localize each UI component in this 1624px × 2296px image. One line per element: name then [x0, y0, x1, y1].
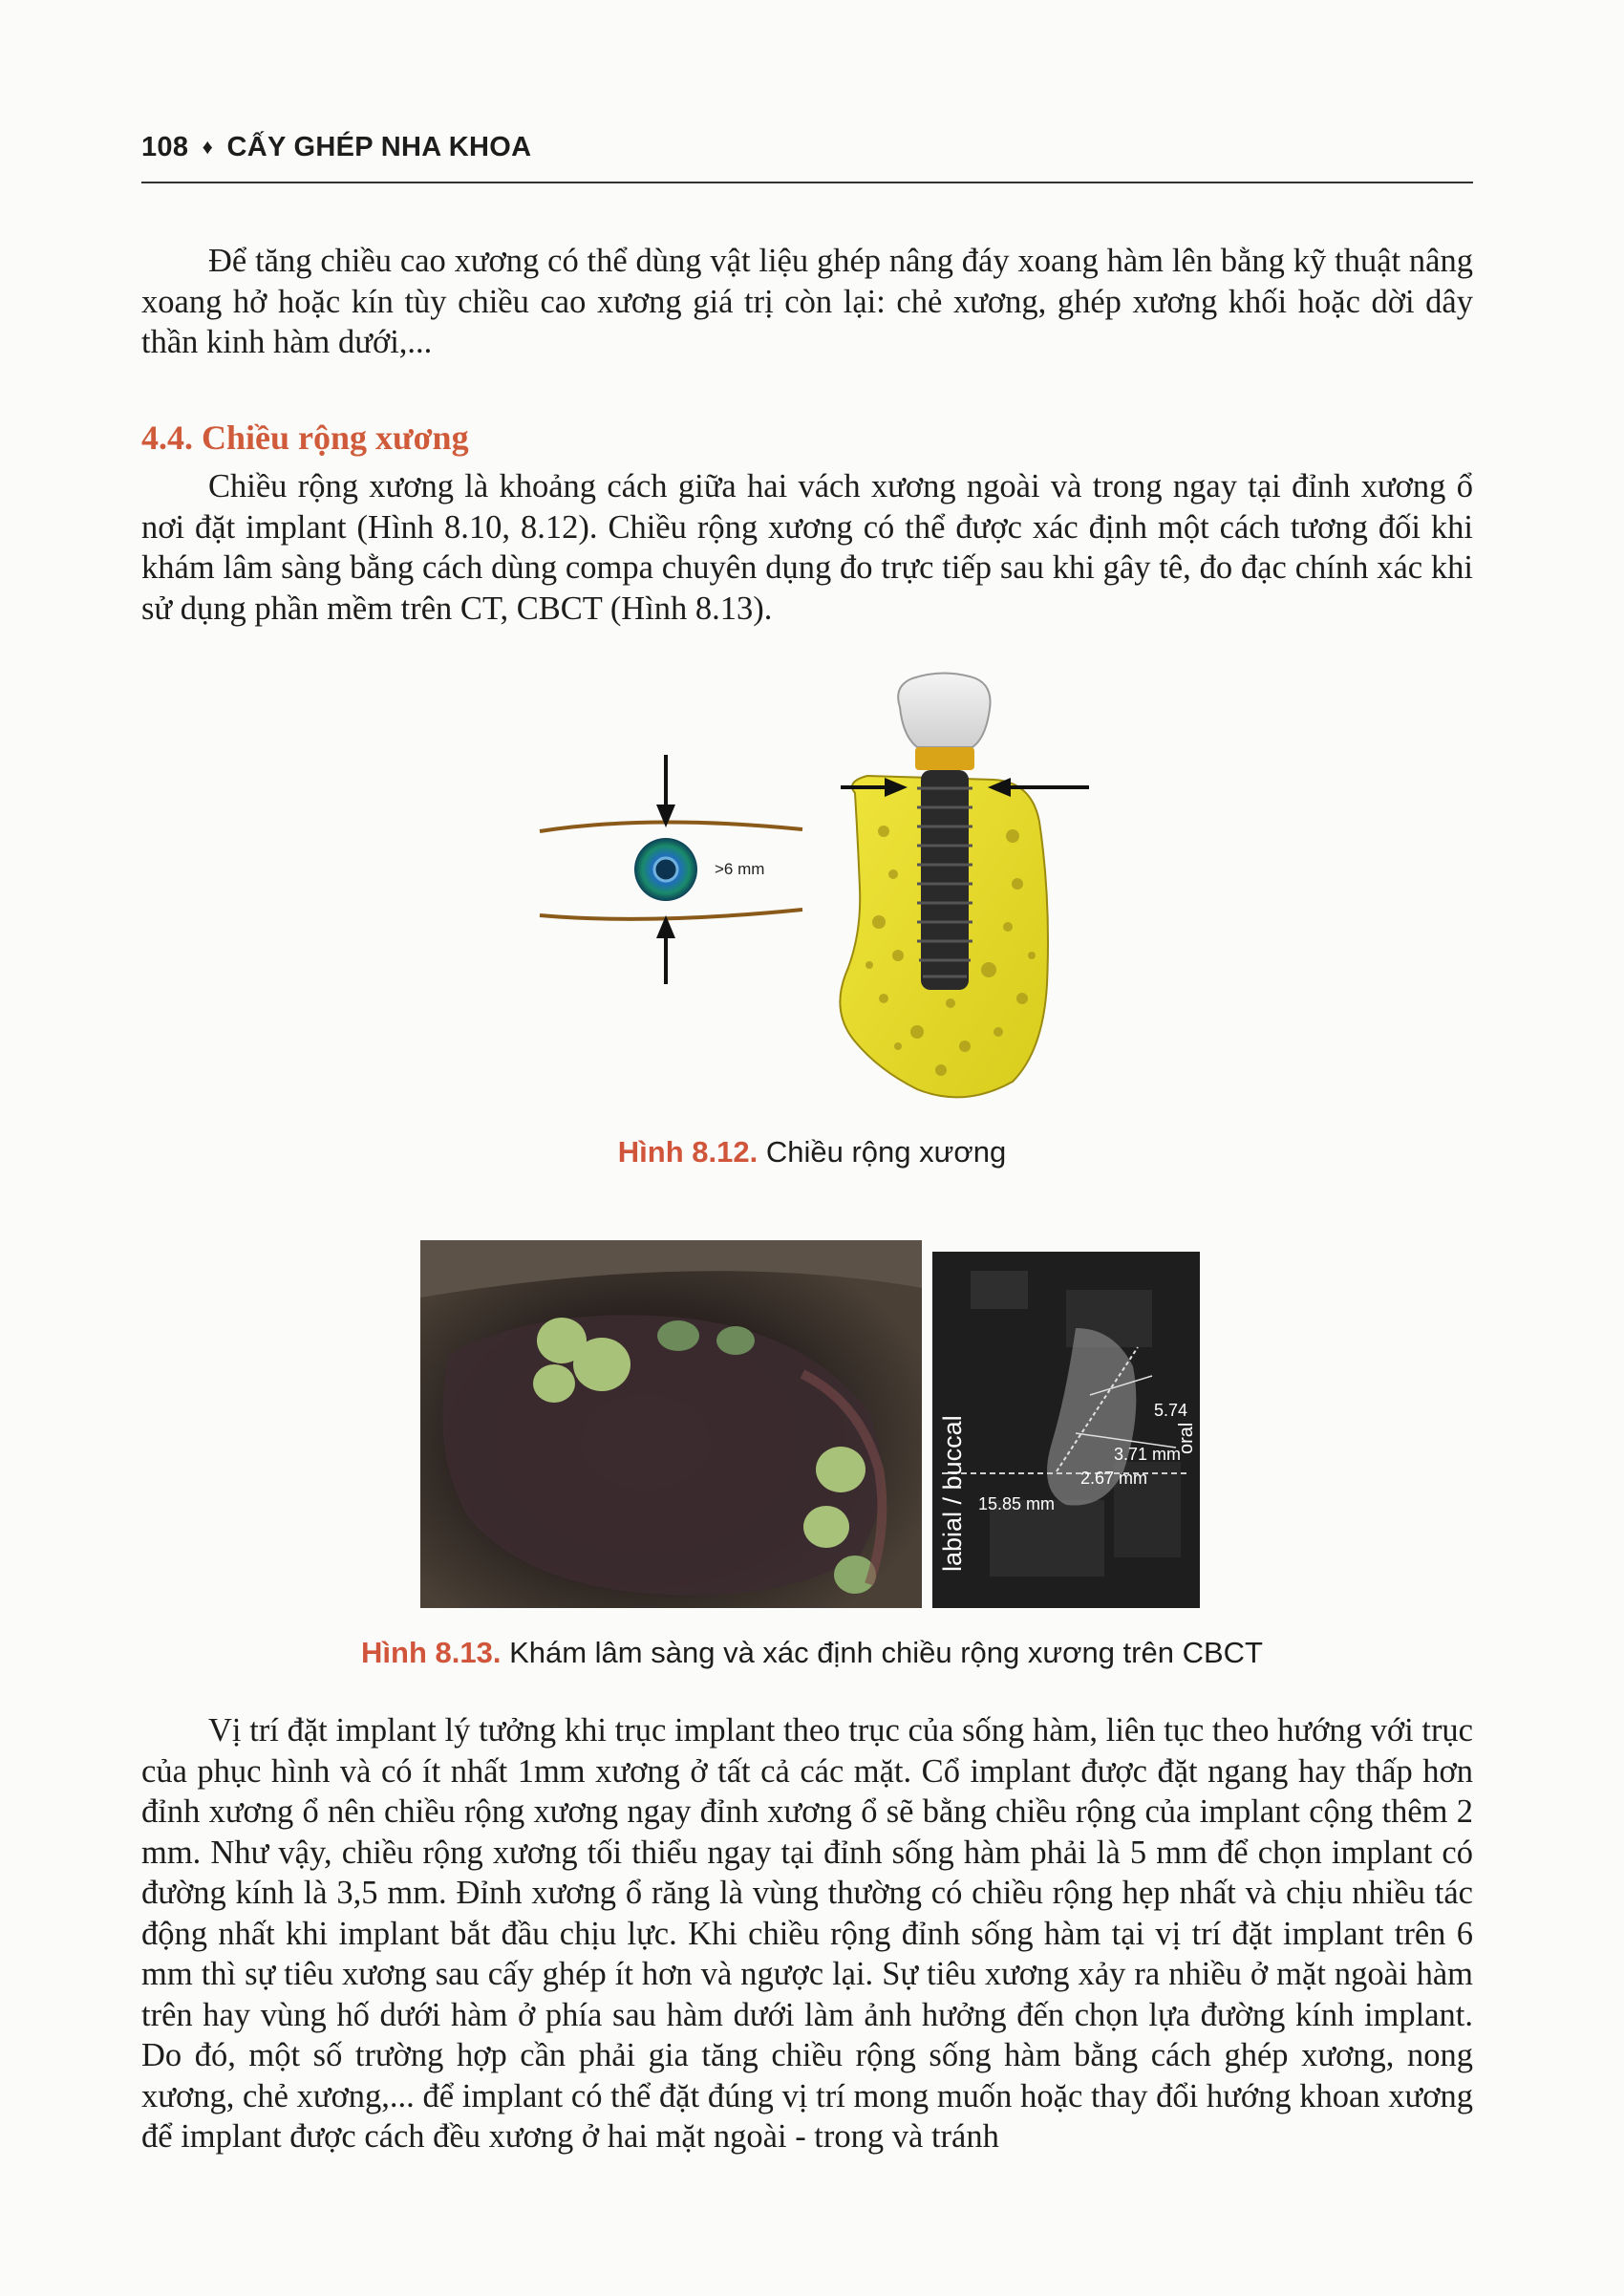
ideal-position-paragraph: Vị trí đặt implant lý tưởng khi trục implant theo trục của sống hàm, liên tục theo hướng với trục của phục hình và có ít nhất 1mm xương ở tất cả các mặt. Cổ implant được đặt ngang hay thấp hơn đỉnh xương ổ nên chiều rộng xương ngay đỉnh xương ổ sẽ bằng chiều rộng của implant cộng thêm 2 mm. Như vậy, chiều rộng xương tối thiểu ngay tại đỉnh sống hàm phải là 5 mm để chọn implant có đường kính là 3,5 mm. Đỉnh xương ổ răng là vùng thường có chiều rộng hẹp nhất và chịu nhiều tác động nhất khi implant bắt đầu chịu lực. Khi chiều rộng đỉnh sống hàm tại vị trí đặt implant trên 6 mm thì sự tiêu xương sau cấy ghép ít hơn và ngược lại. Sự tiêu xương xảy ra nhiều ở mặt ngoài hàm trên hay vùng hố dưới hàm ở phía sau hàm dưới làm ảnh hưởng đến chọn lựa đường kính implant. Do đó, một số trường hợp cần phải gia tăng chiều rộng sống hàm bằng cách ghép xương, nong xương, chẻ xương,... để implant có thể đặt đúng vị trí mong muốn hoặc thay đổi hướng khoan xương để implant được cách đều xương ở hai mặt ngoài - trong và tránh: [141, 1712, 1473, 2155]
cbct-measurement: 2.67 mm: [1080, 1469, 1148, 1488]
implant-body: [921, 770, 969, 990]
width-label: >6 mm: [715, 860, 765, 878]
cbct-side-label: oral: [1176, 1422, 1197, 1454]
cbct-measurement: 15.85 mm: [978, 1494, 1056, 1513]
figure-8-12-caption: [0, 1135, 1624, 1169]
figure-8-12-illustration: [516, 669, 1108, 1118]
page-number: 108: [141, 132, 189, 162]
cbct-scan: [932, 1252, 1200, 1608]
implant-collar: [915, 747, 974, 770]
occlusal-view: [540, 755, 802, 984]
intro-paragraph: Để tăng chiều cao xương có thể dùng vật liệu ghép nâng đáy xoang hàm lên bằng kỹ thuật nâng xoang hở hoặc kín tùy chiều cao xương giá trị còn lại: chẻ xương, ghép xương khối hoặc dời dây thần kinh hàm dưới,...: [141, 243, 1473, 360]
implant-occlusal-core: [654, 858, 677, 881]
buccal-plate-line: [540, 822, 802, 831]
lingual-plate-line: [540, 910, 802, 919]
cbct-measurement: 5.74: [1154, 1401, 1188, 1420]
cbct-axis-label: labial / buccal: [938, 1415, 967, 1572]
diamond-separator-icon: ♦: [202, 135, 214, 159]
cbct-measurement: 3.71 mm: [1114, 1445, 1182, 1464]
header-rule: [141, 182, 1473, 183]
cross-section-view: [840, 673, 1089, 1097]
figure-8-12-number: Hình 8.12.: [617, 1135, 759, 1169]
figure-8-13-number: Hình 8.13.: [361, 1636, 502, 1669]
width-definition-paragraph: Chiều rộng xương là khoảng cách giữa hai vách xương ngoài và trong ngay tại đỉnh xương ổ nơi đặt implant (Hình 8.10, 8.12). Chiều rộng xương có thể được xác định một cách tương đối khi khám lâm sàng bằng cách dùng compa chuyên dụng đo trực tiếp sau khi gây tê, đo đạc chính xác khi sử dụng phần mềm trên CT, CBCT (Hình 8.13).: [141, 468, 1473, 627]
figure-8-13-caption: [0, 1636, 1624, 1670]
book-title: CẤY GHÉP NHA KHOA: [226, 132, 532, 162]
clinical-photo: [420, 1240, 922, 1608]
running-header: [141, 132, 1473, 163]
crown-icon: [898, 673, 990, 747]
section-heading: 4.4. Chiều rộng xương: [141, 418, 469, 457]
figure-8-12-text: Chiều rộng xương: [765, 1135, 1007, 1169]
figure-8-13-text: Khám lâm sàng và xác định chiều rộng xương trên CBCT: [509, 1636, 1263, 1669]
